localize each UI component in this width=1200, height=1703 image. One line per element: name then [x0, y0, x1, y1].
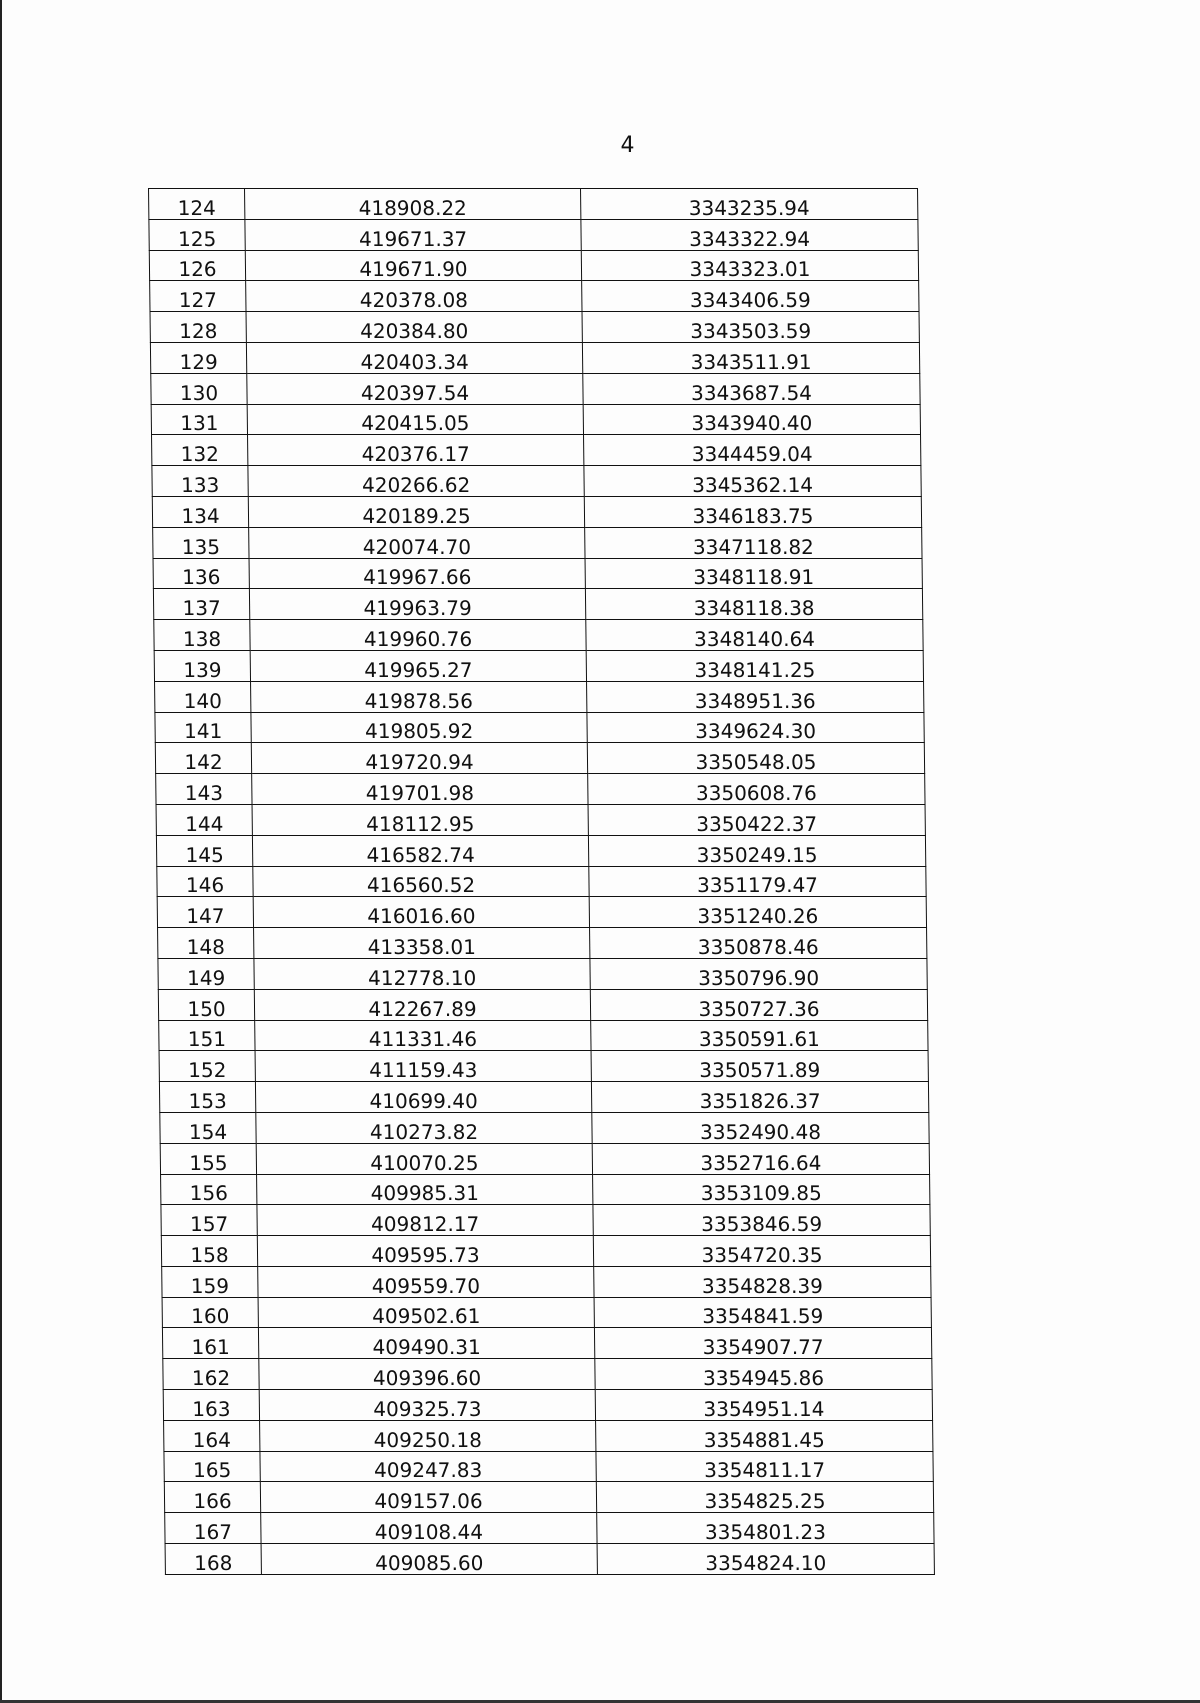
x-coordinate-cell: 420403.34 — [246, 342, 582, 373]
x-coordinate-cell: 410699.40 — [255, 1082, 591, 1113]
table-row — [152, 496, 921, 527]
table-row — [149, 219, 918, 250]
point-number-cell: 147 — [157, 897, 253, 928]
coordinate-table-container — [148, 188, 935, 1575]
table-row — [158, 958, 927, 989]
x-coordinate-cell: 411331.46 — [255, 1020, 591, 1051]
y-coordinate-cell: 3354824.10 — [597, 1544, 934, 1575]
y-coordinate-cell: 3354811.17 — [596, 1451, 933, 1482]
y-coordinate-cell: 3348141.25 — [586, 650, 923, 681]
table-row — [164, 1420, 933, 1451]
y-coordinate-cell: 3350571.89 — [591, 1051, 928, 1082]
point-number-cell: 131 — [151, 404, 247, 435]
point-number-cell: 136 — [153, 558, 249, 589]
point-number-cell: 132 — [152, 435, 248, 466]
y-coordinate-cell: 3348951.36 — [587, 681, 924, 712]
y-coordinate-cell: 3350608.76 — [588, 774, 925, 805]
x-coordinate-cell: 416560.52 — [253, 866, 589, 897]
point-number-cell: 161 — [162, 1328, 258, 1359]
point-number-cell: 157 — [161, 1205, 257, 1236]
coordinate-table — [148, 188, 935, 1575]
table-row — [156, 804, 925, 835]
y-coordinate-cell: 3350727.36 — [590, 989, 927, 1020]
table-row — [156, 774, 925, 805]
table-row — [158, 989, 927, 1020]
y-coordinate-cell: 3344459.04 — [584, 435, 921, 466]
y-coordinate-cell: 3345362.14 — [584, 466, 921, 497]
x-coordinate-cell: 409502.61 — [258, 1297, 594, 1328]
y-coordinate-cell: 3343235.94 — [581, 189, 918, 220]
point-number-cell: 158 — [161, 1236, 257, 1267]
y-coordinate-cell: 3343687.54 — [583, 373, 920, 404]
table-row — [158, 928, 927, 959]
x-coordinate-cell: 418908.22 — [245, 189, 581, 220]
table-row — [162, 1266, 931, 1297]
table-row — [162, 1297, 931, 1328]
y-coordinate-cell: 3343406.59 — [582, 281, 919, 312]
table-row — [153, 558, 922, 589]
y-coordinate-cell: 3351826.37 — [591, 1082, 928, 1113]
point-number-cell: 138 — [154, 620, 250, 651]
table-row — [152, 466, 921, 497]
point-number-cell: 141 — [155, 712, 251, 743]
point-number-cell: 150 — [158, 989, 254, 1020]
point-number-cell: 129 — [150, 342, 246, 373]
x-coordinate-cell: 409396.60 — [259, 1359, 595, 1390]
point-number-cell: 148 — [158, 928, 254, 959]
table-row — [161, 1174, 930, 1205]
x-coordinate-cell: 412778.10 — [254, 958, 590, 989]
x-coordinate-cell: 420189.25 — [248, 496, 584, 527]
point-number-cell: 164 — [164, 1420, 260, 1451]
x-coordinate-cell: 420384.80 — [246, 312, 582, 343]
point-number-cell: 133 — [152, 466, 248, 497]
table-row — [163, 1390, 932, 1421]
x-coordinate-cell: 420376.17 — [248, 435, 584, 466]
x-coordinate-cell: 409325.73 — [259, 1390, 595, 1421]
table-row — [153, 527, 922, 558]
x-coordinate-cell: 409250.18 — [260, 1420, 596, 1451]
point-number-cell: 149 — [158, 958, 254, 989]
x-coordinate-cell: 409559.70 — [258, 1266, 594, 1297]
table-row — [151, 404, 920, 435]
x-coordinate-cell: 413358.01 — [254, 928, 590, 959]
point-number-cell: 163 — [163, 1390, 259, 1421]
point-number-cell: 162 — [163, 1359, 259, 1390]
x-coordinate-cell: 412267.89 — [254, 989, 590, 1020]
y-coordinate-cell: 3347118.82 — [585, 527, 922, 558]
x-coordinate-cell: 409595.73 — [257, 1236, 593, 1267]
table-row — [163, 1359, 932, 1390]
y-coordinate-cell: 3349624.30 — [587, 712, 924, 743]
table-row — [149, 250, 918, 281]
y-coordinate-cell: 3354825.25 — [596, 1482, 933, 1513]
x-coordinate-cell: 420074.70 — [249, 527, 585, 558]
y-coordinate-cell: 3350591.61 — [591, 1020, 928, 1051]
x-coordinate-cell: 409157.06 — [260, 1482, 596, 1513]
table-row — [161, 1205, 930, 1236]
table-row — [150, 312, 919, 343]
point-number-cell: 152 — [159, 1051, 255, 1082]
x-coordinate-cell: 416582.74 — [252, 835, 588, 866]
point-number-cell: 125 — [149, 219, 245, 250]
table-row — [155, 681, 924, 712]
x-coordinate-cell: 419878.56 — [251, 681, 587, 712]
x-coordinate-cell: 409247.83 — [260, 1451, 596, 1482]
point-number-cell: 167 — [165, 1513, 261, 1544]
y-coordinate-cell: 3343322.94 — [581, 219, 918, 250]
y-coordinate-cell: 3354881.45 — [596, 1420, 933, 1451]
x-coordinate-cell: 419963.79 — [249, 589, 585, 620]
x-coordinate-cell: 420378.08 — [246, 281, 582, 312]
x-coordinate-cell: 420415.05 — [247, 404, 583, 435]
y-coordinate-cell: 3351240.26 — [589, 897, 926, 928]
point-number-cell: 166 — [164, 1482, 260, 1513]
y-coordinate-cell: 3343940.40 — [583, 404, 920, 435]
y-coordinate-cell: 3346183.75 — [584, 496, 921, 527]
point-number-cell: 168 — [165, 1544, 261, 1575]
y-coordinate-cell: 3350878.46 — [590, 928, 927, 959]
table-row — [154, 620, 923, 651]
point-number-cell: 153 — [159, 1082, 255, 1113]
x-coordinate-cell: 419965.27 — [250, 650, 586, 681]
y-coordinate-cell: 3351179.47 — [589, 866, 926, 897]
point-number-cell: 143 — [156, 774, 252, 805]
point-number-cell: 139 — [154, 650, 250, 681]
table-row — [159, 1082, 928, 1113]
page-left-border — [0, 0, 2, 1703]
point-number-cell: 135 — [153, 527, 249, 558]
x-coordinate-cell: 409085.60 — [261, 1544, 597, 1575]
table-row — [164, 1482, 933, 1513]
y-coordinate-cell: 3352716.64 — [592, 1143, 929, 1174]
point-number-cell: 128 — [150, 312, 246, 343]
x-coordinate-cell: 420397.54 — [247, 373, 583, 404]
y-coordinate-cell: 3354841.59 — [594, 1297, 931, 1328]
table-row — [157, 866, 926, 897]
point-number-cell: 126 — [149, 250, 245, 281]
point-number-cell: 145 — [156, 835, 252, 866]
table-row — [161, 1236, 930, 1267]
point-number-cell: 140 — [155, 681, 251, 712]
y-coordinate-cell: 3343511.91 — [582, 342, 919, 373]
point-number-cell: 155 — [160, 1143, 256, 1174]
table-row — [155, 712, 924, 743]
x-coordinate-cell: 419960.76 — [250, 620, 586, 651]
x-coordinate-cell: 419720.94 — [251, 743, 587, 774]
x-coordinate-cell: 420266.62 — [248, 466, 584, 497]
table-row — [165, 1544, 934, 1575]
point-number-cell: 130 — [151, 373, 247, 404]
y-coordinate-cell: 3353846.59 — [593, 1205, 930, 1236]
point-number-cell: 151 — [159, 1020, 255, 1051]
table-row — [154, 650, 923, 681]
y-coordinate-cell: 3354945.86 — [595, 1359, 932, 1390]
table-row — [164, 1451, 933, 1482]
point-number-cell: 137 — [153, 589, 249, 620]
y-coordinate-cell: 3348140.64 — [586, 620, 923, 651]
table-row — [165, 1513, 934, 1544]
point-number-cell: 165 — [164, 1451, 260, 1482]
table-row — [162, 1328, 931, 1359]
y-coordinate-cell: 3343323.01 — [581, 250, 918, 281]
table-row — [159, 1020, 928, 1051]
y-coordinate-cell: 3354720.35 — [593, 1236, 930, 1267]
x-coordinate-cell: 409108.44 — [261, 1513, 597, 1544]
x-coordinate-cell: 419701.98 — [252, 774, 588, 805]
point-number-cell: 144 — [156, 804, 252, 835]
y-coordinate-cell: 3353109.85 — [593, 1174, 930, 1205]
point-number-cell: 124 — [149, 189, 245, 220]
table-row — [160, 1143, 929, 1174]
x-coordinate-cell: 409812.17 — [257, 1205, 593, 1236]
table-row — [159, 1051, 928, 1082]
coordinate-table-body — [149, 189, 935, 1575]
y-coordinate-cell: 3354801.23 — [597, 1513, 934, 1544]
point-number-cell: 127 — [150, 281, 246, 312]
y-coordinate-cell: 3352490.48 — [592, 1112, 929, 1143]
table-row — [152, 435, 921, 466]
y-coordinate-cell: 3343503.59 — [582, 312, 919, 343]
table-row — [149, 189, 918, 220]
x-coordinate-cell: 419671.37 — [245, 219, 581, 250]
point-number-cell: 156 — [161, 1174, 257, 1205]
point-number-cell: 142 — [155, 743, 251, 774]
x-coordinate-cell: 409490.31 — [258, 1328, 594, 1359]
x-coordinate-cell: 419805.92 — [251, 712, 587, 743]
y-coordinate-cell: 3350796.90 — [590, 958, 927, 989]
table-row — [156, 835, 925, 866]
y-coordinate-cell: 3350548.05 — [587, 743, 924, 774]
y-coordinate-cell: 3354828.39 — [594, 1266, 931, 1297]
table-row — [155, 743, 924, 774]
point-number-cell: 160 — [162, 1297, 258, 1328]
table-row — [157, 897, 926, 928]
page-number: 4 — [620, 133, 635, 158]
x-coordinate-cell: 416016.60 — [253, 897, 589, 928]
table-row — [150, 342, 919, 373]
y-coordinate-cell: 3350249.15 — [588, 835, 925, 866]
x-coordinate-cell: 419967.66 — [249, 558, 585, 589]
table-row — [151, 373, 920, 404]
point-number-cell: 154 — [160, 1112, 256, 1143]
y-coordinate-cell: 3348118.91 — [585, 558, 922, 589]
x-coordinate-cell: 409985.31 — [257, 1174, 593, 1205]
table-row — [153, 589, 922, 620]
y-coordinate-cell: 3354907.77 — [594, 1328, 931, 1359]
x-coordinate-cell: 410273.82 — [256, 1112, 592, 1143]
y-coordinate-cell: 3348118.38 — [585, 589, 922, 620]
x-coordinate-cell: 418112.95 — [252, 804, 588, 835]
point-number-cell: 134 — [152, 496, 248, 527]
x-coordinate-cell: 419671.90 — [245, 250, 581, 281]
table-row — [160, 1112, 929, 1143]
table-row — [150, 281, 919, 312]
y-coordinate-cell: 3354951.14 — [595, 1390, 932, 1421]
point-number-cell: 159 — [162, 1266, 258, 1297]
point-number-cell: 146 — [157, 866, 253, 897]
y-coordinate-cell: 3350422.37 — [588, 804, 925, 835]
x-coordinate-cell: 410070.25 — [256, 1143, 592, 1174]
x-coordinate-cell: 411159.43 — [255, 1051, 591, 1082]
